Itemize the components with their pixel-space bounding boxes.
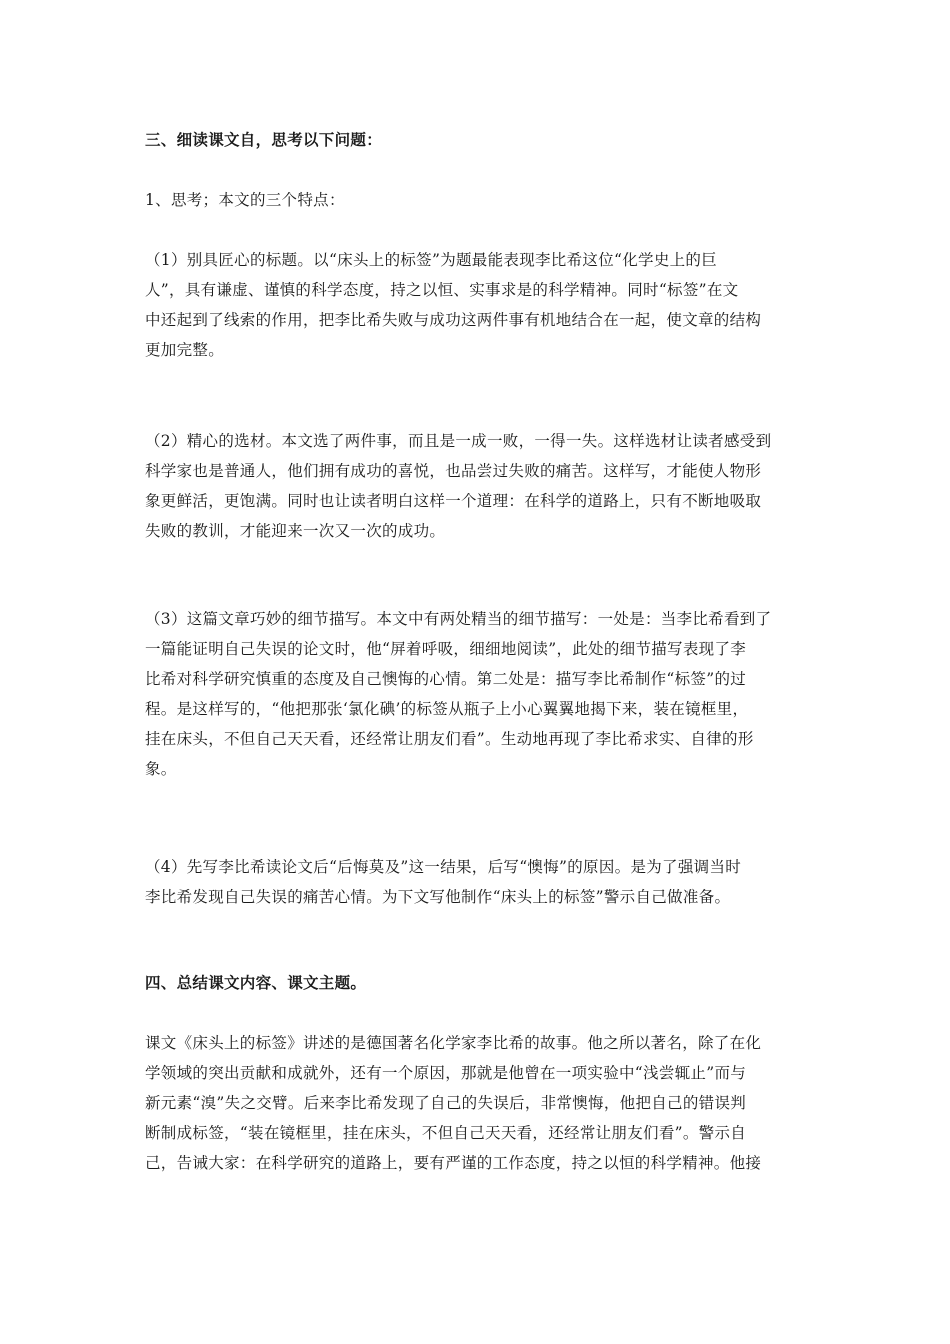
- paragraph-2: [145, 426, 810, 546]
- paragraph-line: （2）精心的选材。本文选了两件事，而且是一成一败，一得一失。这样选材让读者感受到: [145, 432, 772, 450]
- paragraph-line: 中还起到了线索的作用，把李比希失败与成功这两件事有机地结合在一起，使文章的结构: [145, 311, 762, 329]
- paragraph-line: 象更鲜活，更饱满。同时也让读者明白这样一个道理：在科学的道路上，只有不断地吸取: [145, 492, 762, 510]
- paragraph-line: 人”，具有谦虚、谨慎的科学态度，持之以恒、实事求是的科学精神。同时“标签”在文: [145, 281, 739, 299]
- paragraph-4: [145, 852, 810, 912]
- section-3-heading: 三、细读课文自，思考以下问题：: [145, 130, 383, 149]
- paragraph-line: 比希对科学研究慎重的态度及自己懊悔的心情。第二处是：描写李比希制作“标签”的过: [145, 670, 747, 688]
- question-1-block: [145, 185, 810, 215]
- paragraph-1: [145, 245, 810, 365]
- paragraph-line: 象。: [145, 760, 177, 778]
- paragraph-line: 失败的教训，才能迎来一次又一次的成功。: [145, 522, 446, 540]
- paragraph-line: 挂在床头，不但自己天天看，还经常让朋友们看”。生动地再现了李比希求实、自律的形: [145, 730, 754, 748]
- paragraph-line: 学领域的突出贡献和成就外，还有一个原因，那就是他曾在一项实验中“浅尝辄止”而与: [145, 1064, 747, 1082]
- paragraph-line: 科学家也是普通人，他们拥有成功的喜悦，也品尝过失败的痛苦。这样写，才能使人物形: [145, 462, 762, 480]
- paragraph-line: 程。是这样写的，“他把那张‘氯化碘’的标签从瓶子上小心翼翼地揭下来，装在镜框里，: [145, 700, 749, 718]
- paragraph-line: 更加完整。: [145, 341, 225, 359]
- paragraph-line: 己，告诫大家：在科学研究的道路上，要有严谨的工作态度，持之以恒的科学精神。他接: [145, 1154, 762, 1172]
- paragraph-line: 一篇能证明自己失误的论文时，他“屏着呼吸，细细地阅读”，此处的细节描写表现了李: [145, 640, 747, 658]
- paragraph-line: （3）这篇文章巧妙的细节描写。本文中有两处精当的细节描写：一处是：当李比希看到了: [145, 610, 772, 628]
- paragraph-line: （1）别具匠心的标题。以“床头上的标签”为题最能表现李比希这位“化学史上的巨: [145, 251, 718, 269]
- paragraph-3: [145, 604, 810, 784]
- paragraph-5: [145, 1028, 810, 1178]
- section-3-heading-block: [145, 125, 810, 155]
- paragraph-line: 断制成标签，“装在镜框里，挂在床头，不但自己天天看，还经常让朋友们看”。警示自: [145, 1124, 747, 1142]
- paragraph-line: 课文《床头上的标签》讲述的是德国著名化学家李比希的故事。他之所以著名，除了在化: [145, 1034, 762, 1052]
- section-4-heading-block: [145, 968, 810, 998]
- paragraph-line: 新元素“溴”失之交臂。后来李比希发现了自己的失误后，非常懊悔，他把自己的错误判: [145, 1094, 747, 1112]
- paragraph-line: 李比希发现自己失误的痛苦心情。为下文写他制作“床头上的标签”警示自己做准备。: [145, 888, 731, 906]
- question-1: 1、思考；本文的三个特点：: [145, 191, 345, 209]
- section-4-heading: 四、总结课文内容、课文主题。: [145, 973, 367, 992]
- paragraph-line: （4）先写李比希读论文后“后悔莫及”这一结果，后写“懊悔”的原因。是为了强调当时: [145, 858, 742, 876]
